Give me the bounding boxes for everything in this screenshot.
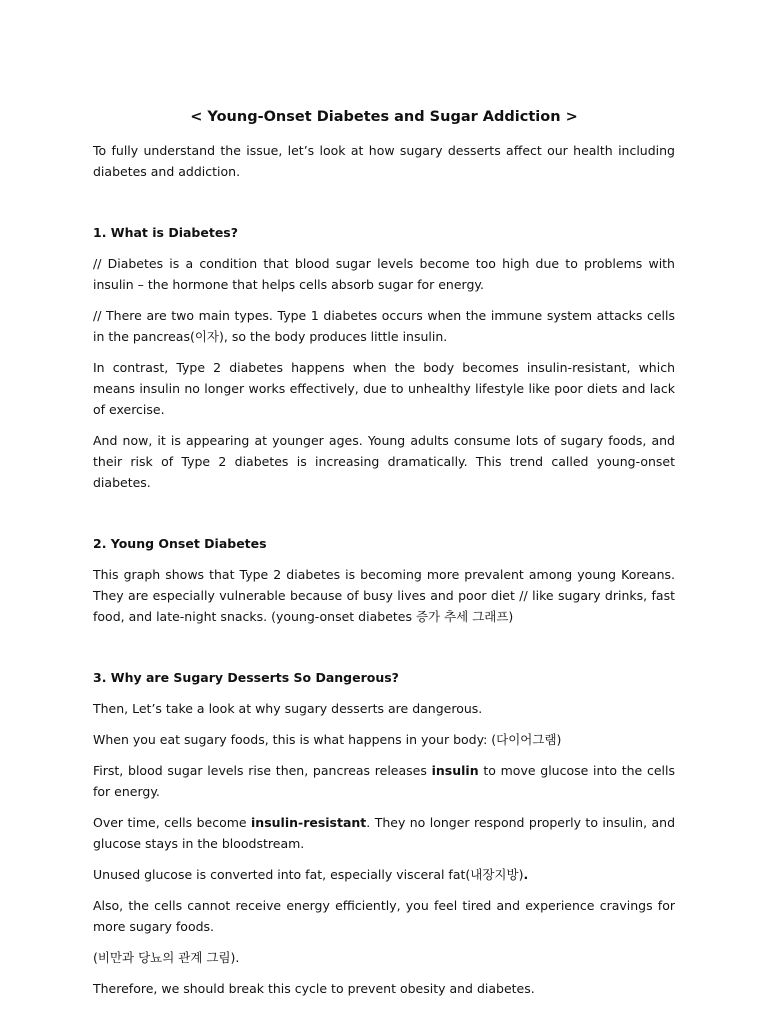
document-title: < Young-Onset Diabetes and Sugar Addiction > xyxy=(190,109,578,125)
paragraph: In contrast, Type 2 diabetes happens when the body becomes insulin-resistant, which means insulin no longer works effectively, due to unhealthy lifestyle like poor diets and lack of exercise. xyxy=(93,360,675,417)
paragraph xyxy=(93,864,675,885)
paragraph xyxy=(93,812,675,854)
text-run: Unused glucose is converted into fat, especially visceral fat(내장지방) xyxy=(93,867,524,882)
paragraph: // Diabetes is a condition that blood sugar levels become too high due to problems with insulin – the hormone that helps cells absorb sugar for energy. xyxy=(93,256,675,292)
bold-period: . xyxy=(523,867,529,882)
paragraph: Then, Let’s take a look at why sugary desserts are dangerous. xyxy=(93,701,483,716)
section-heading-3: 3. Why are Sugary Desserts So Dangerous? xyxy=(93,670,399,685)
section-heading-2: 2. Young Onset Diabetes xyxy=(93,536,267,551)
section-heading-1: 1. What is Diabetes? xyxy=(93,225,238,240)
bold-term-insulin: insulin xyxy=(431,763,479,778)
paragraph: And now, it is appearing at younger ages. Young adults consume lots of sugary foods, and their risk of Type 2 diabetes is increasing dramatically. This trend called young-onset diabetes. xyxy=(93,433,675,490)
paragraph: // There are two main types. Type 1 diabetes occurs when the immune system attacks cells in the pancreas(이자), so the body produces little insulin. xyxy=(93,308,675,344)
paragraph: Also, the cells cannot receive energy efficiently, you feel tired and experience cravings for more sugary foods. xyxy=(93,898,675,934)
paragraph: Therefore, we should break this cycle to prevent obesity and diabetes. xyxy=(93,981,535,996)
text-run: . They no longer respond properly to insulin, and glucose stays in the bloodstream. xyxy=(93,815,675,851)
paragraph: When you eat sugary foods, this is what happens in your body: (다이어그램) xyxy=(93,732,562,747)
paragraph: This graph shows that Type 2 diabetes is becoming more prevalent among young Koreans. They are especially vulnerable because of busy lives and poor diet // like sugary drinks, fast food, and late-night snacks. (young-onset diabetes 증가 추세 그래프) xyxy=(93,567,675,624)
paragraph: (비만과 당뇨의 관계 그림). xyxy=(93,950,240,965)
text-run: Over time, cells become xyxy=(93,815,252,830)
intro-paragraph: To fully understand the issue, let’s look at how sugary desserts affect our health including diabetes and addiction. xyxy=(93,143,675,179)
text-run: to move glucose into the cells for energy. xyxy=(93,763,675,799)
text-run: First, blood sugar levels rise then, pancreas releases xyxy=(93,763,432,778)
paragraph xyxy=(93,760,675,802)
bold-term-insulin-resistant: insulin-resistant xyxy=(251,815,367,830)
